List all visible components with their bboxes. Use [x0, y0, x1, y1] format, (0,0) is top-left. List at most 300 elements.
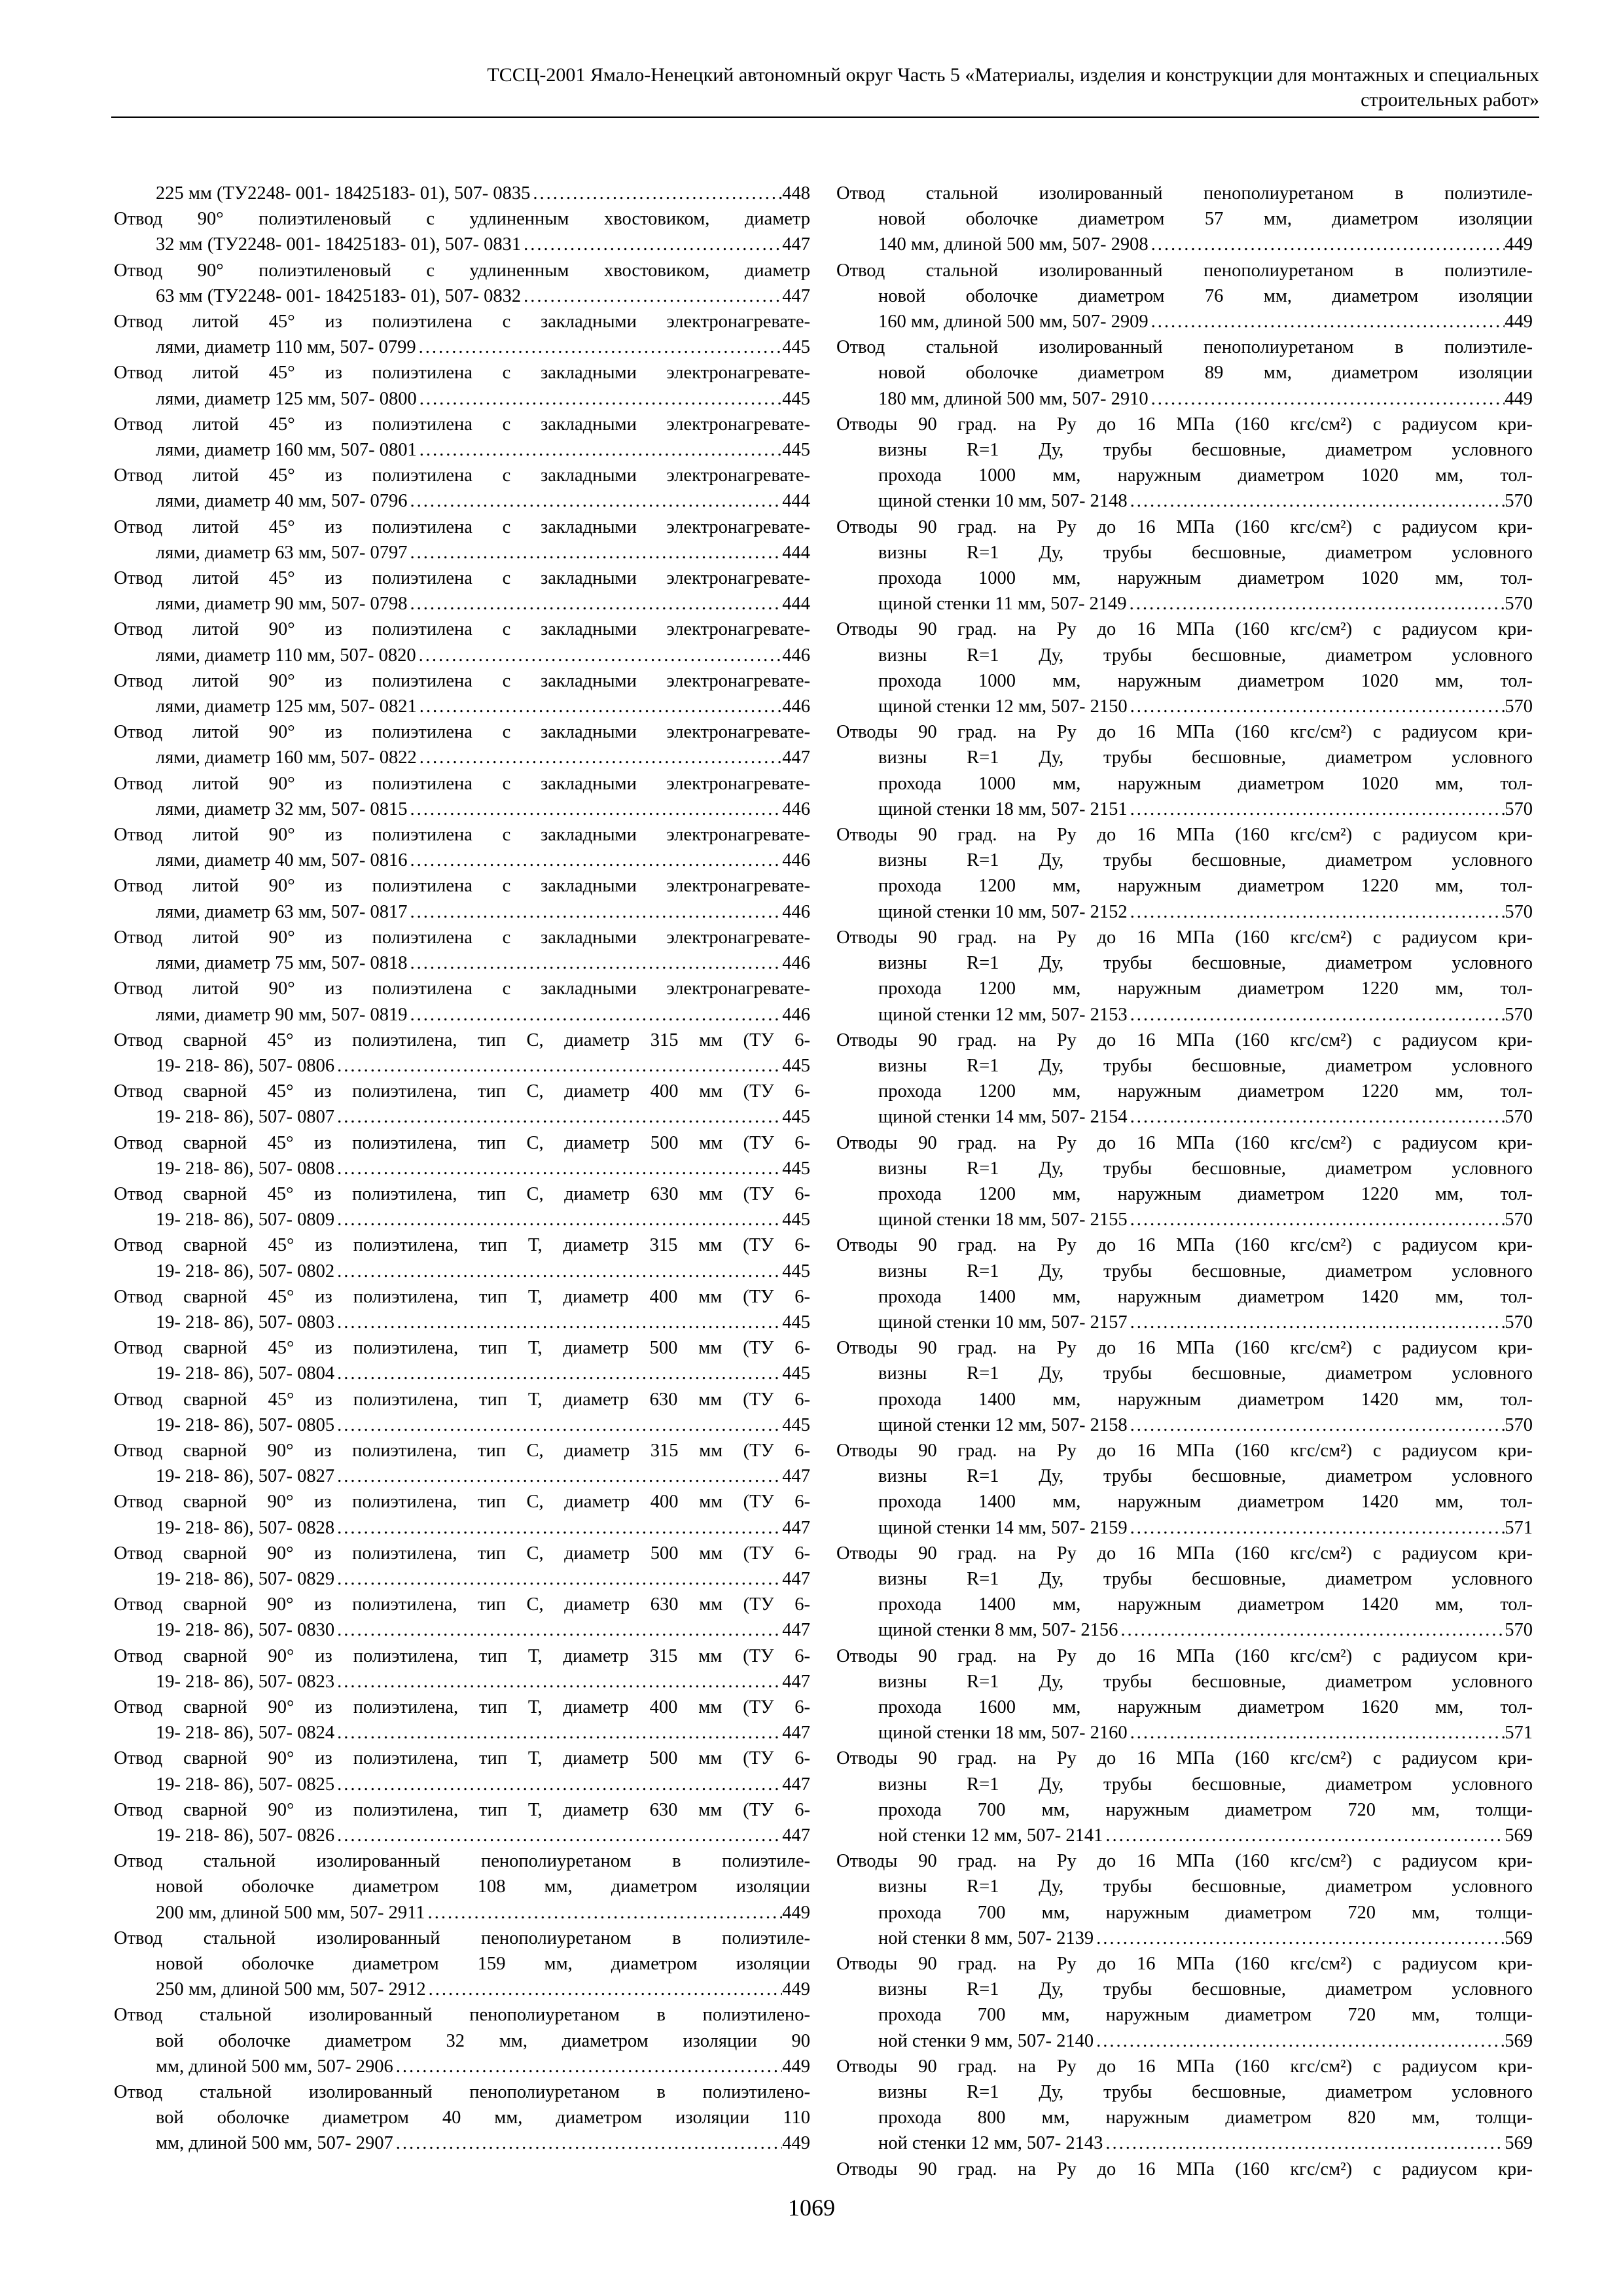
dot-leader [425, 1900, 783, 1926]
dot-leader [334, 1463, 782, 1489]
page-reference: 449 [782, 2056, 810, 2077]
index-entry-text: лями, диаметр 40 мм, 507- 0816 [156, 850, 408, 871]
index-entry-line: Отвод литой 90° из полиэтилена с закладными электронагревате- [114, 722, 810, 743]
index-entry-line: визны R=1 Ду, трубы бесшовные, диаметром условного [878, 1466, 1533, 1487]
index-entry [836, 1848, 1533, 1951]
index-entry-text: щиной стенки 11 мм, 507- 2149 [878, 594, 1127, 615]
index-entry-line [836, 1002, 1533, 1028]
index-entry-text: 19- 218- 86), 507- 0828 [156, 1517, 335, 1538]
page-reference: 570 [1505, 594, 1533, 615]
index-entry [114, 873, 810, 924]
index-entry-line: Отвод сварной 90° из полиэтилена, тип Т, диаметр 630 мм (ТУ 6- [114, 1799, 810, 1820]
page-reference: 449 [1505, 388, 1533, 409]
index-entry-line [114, 2054, 810, 2079]
page-number: 1069 [788, 2195, 835, 2221]
dot-leader [407, 488, 782, 514]
page-reference: 445 [782, 1055, 810, 1076]
index-entry [114, 1695, 810, 1746]
index-entry-line: Отводы 90 град. на Ру до 16 МПа (160 кгс/см²) с радиусом кри- [836, 1132, 1533, 1153]
index-entry-line: Отвод сварной 45° из полиэтилена, тип С, диаметр 630 мм (ТУ 6- [114, 1183, 810, 1204]
page-reference: 445 [782, 1414, 810, 1435]
index-entry [114, 514, 810, 565]
index-entry-line: Отвод стальной изолированный пенополиуретаном в полиэтилено- [114, 2005, 810, 2026]
index-entry-line [114, 899, 810, 925]
page-reference: 445 [782, 1210, 810, 1230]
index-entry [114, 1335, 810, 1386]
index-entry-text: 19- 218- 86), 507- 0806 [156, 1055, 335, 1076]
index-entry-line: визны R=1 Ду, трубы бесшовные, диаметром условного [878, 1055, 1533, 1076]
index-entry-text: 32 мм (ТУ2248- 001- 18425183- 01), 507- 0831 [156, 234, 522, 255]
page-reference: 447 [782, 1620, 810, 1641]
index-entry [836, 617, 1533, 719]
dot-leader [1128, 488, 1505, 514]
running-header [111, 63, 1539, 118]
index-entry-line [114, 591, 810, 617]
index-entry-line: прохода 700 мм, наружным диаметром 720 мм, толщи- [878, 1799, 1533, 1820]
index-entry [114, 1489, 810, 1540]
page-reference: 449 [782, 1902, 810, 1923]
dot-leader [1149, 232, 1505, 257]
index-entry-line: визны R=1 Ду, трубы бесшовные, диаметром условного [878, 1979, 1533, 2000]
dot-leader [407, 797, 782, 822]
dot-leader [1149, 386, 1505, 412]
index-entry-line: Отводы 90 град. на Ру до 16 МПа (160 кгс/см²) с радиусом кри- [836, 619, 1533, 640]
index-entry-line [836, 386, 1533, 412]
index-entry-text: лями, диаметр 125 мм, 507- 0800 [156, 388, 417, 409]
index-entry-line: Отводы 90 град. на Ру до 16 МПа (160 кгс/см²) с радиусом кри- [836, 1030, 1533, 1050]
dot-leader [334, 1669, 782, 1695]
index-entry-line: Отвод сварной 45° из полиэтилена, тип Т, диаметр 500 мм (ТУ 6- [114, 1338, 810, 1359]
dot-leader [407, 1002, 782, 1028]
index-entry-line: Отводы 90 град. на Ру до 16 МПа (160 кгс/см²) с радиусом кри- [836, 516, 1533, 537]
index-entry-line: Отводы 90 град. на Ру до 16 МПа (160 кгс/см²) с радиусом кри- [836, 1748, 1533, 1769]
index-entry [114, 1643, 810, 1695]
index-entry-line: визны R=1 Ду, трубы бесшовные, диаметром условного [878, 1568, 1533, 1589]
index-entry [836, 1643, 1533, 1746]
index-entry-text: 19- 218- 86), 507- 0827 [156, 1466, 335, 1487]
page-reference: 449 [782, 1979, 810, 2000]
dot-leader [334, 1515, 782, 1541]
dot-leader [426, 1977, 783, 2002]
index-entry [114, 1079, 810, 1130]
index-entry [114, 668, 810, 719]
index-entry-line [114, 540, 810, 565]
index-entry [114, 1592, 810, 1643]
index-entry-text: щиной стенки 12 мм, 507- 2153 [878, 1004, 1128, 1025]
dot-leader [1128, 1515, 1505, 1541]
index-entry [836, 1541, 1533, 1643]
dot-leader [334, 1720, 782, 1746]
page-reference: 447 [782, 1517, 810, 1538]
index-entry-line: Отводы 90 град. на Ру до 16 МПа (160 кгс/см²) с радиусом кри- [836, 722, 1533, 743]
page-reference: 447 [782, 1568, 810, 1589]
index-entry [114, 181, 810, 206]
index-entry-text: щиной стенки 10 мм, 507- 2148 [878, 491, 1128, 512]
index-entry-line: визны R=1 Ду, трубы бесшовные, диаметром условного [878, 1671, 1533, 1692]
index-entry-line: прохода 1400 мм, наружным диаметром 1420 мм, тол- [878, 1594, 1533, 1615]
index-entry-line [114, 181, 810, 206]
index-entry-line [836, 309, 1533, 334]
page-reference: 569 [1505, 1825, 1533, 1846]
index-entry-text: 19- 218- 86), 507- 0829 [156, 1568, 335, 1589]
dot-leader [1128, 1104, 1505, 1130]
page-reference: 570 [1505, 901, 1533, 922]
index-entry-line [114, 334, 810, 360]
index-entry-line: Отвод 90° полиэтиленовый с удлиненным хвостовиком, диаметр [114, 209, 810, 230]
index-entry-text: щиной стенки 18 мм, 507- 2160 [878, 1723, 1128, 1744]
index-entry-text: 19- 218- 86), 507- 0830 [156, 1620, 335, 1641]
index-entry-text: 140 мм, длиной 500 мм, 507- 2908 [878, 234, 1149, 255]
page-reference: 447 [782, 285, 810, 306]
index-entry-line [114, 848, 810, 873]
index-entry-text: 19- 218- 86), 507- 0802 [156, 1261, 335, 1282]
index-entry-line: новой оболочке диаметром 76 мм, диаметром изоляции [878, 285, 1533, 306]
index-entry-line: Отводы 90 град. на Ру до 16 МПа (160 кгс/см²) с радиусом кри- [836, 1235, 1533, 1256]
index-entry-line: Отводы 90 град. на Ру до 16 МПа (160 кгс/см²) с радиусом кри- [836, 2159, 1533, 2179]
index-entry-line: прохода 1200 мм, наружным диаметром 1220 мм, тол- [878, 1183, 1533, 1204]
index-entry [836, 514, 1533, 617]
index-entry-line [114, 488, 810, 514]
index-entry-text: 19- 218- 86), 507- 0823 [156, 1671, 335, 1692]
index-entry-line [836, 232, 1533, 257]
index-entry-line: визны R=1 Ду, трубы бесшовные, диаметром условного [878, 2082, 1533, 2103]
dot-leader [1127, 591, 1505, 617]
index-entry-line [114, 643, 810, 668]
index-entry-line [114, 1617, 810, 1643]
index-entry-line [114, 283, 810, 309]
index-entry [836, 412, 1533, 514]
index-entry-line: Отвод литой 45° из полиэтилена с закладными электронагревате- [114, 465, 810, 486]
index-entry [836, 2054, 1533, 2157]
index-entry-line: Отвод литой 90° из полиэтилена с закладными электронагревате- [114, 825, 810, 846]
index-entry-text: мм, длиной 500 мм, 507- 2907 [156, 2133, 393, 2154]
index-entry-line: Отводы 90 град. на Ру до 16 МПа (160 кгс/см²) с радиусом кри- [836, 1851, 1533, 1872]
index-entry-text: щиной стенки 14 мм, 507- 2154 [878, 1107, 1128, 1128]
index-entry-line: Отвод сварной 90° из полиэтилена, тип Т, диаметр 315 мм (ТУ 6- [114, 1645, 810, 1666]
index-entry [836, 1746, 1533, 1848]
index-entry-text: 19- 218- 86), 507- 0805 [156, 1414, 335, 1435]
index-entry-line: прохода 1200 мм, наружным диаметром 1220 мм, тол- [878, 978, 1533, 999]
dot-leader [1128, 1310, 1505, 1335]
index-entry-line: визны R=1 Ду, трубы бесшовные, диаметром условного [878, 1363, 1533, 1384]
index-entry [114, 565, 810, 617]
index-entry-line: Отвод сварной 90° из полиэтилена, тип С, диаметр 315 мм (ТУ 6- [114, 1440, 810, 1461]
dot-leader [1094, 2028, 1505, 2054]
dot-leader [334, 1823, 782, 1848]
index-entry-text: лями, диаметр 160 мм, 507- 0822 [156, 747, 417, 768]
index-entry-line [114, 1310, 810, 1335]
page-reference: 445 [782, 1261, 810, 1282]
index-entry [836, 1335, 1533, 1438]
page-reference: 571 [1505, 1517, 1533, 1538]
page-reference: 445 [782, 440, 810, 461]
dot-leader [530, 181, 782, 206]
index-entry-line [114, 1823, 810, 1848]
index-entry-text: лями, диаметр 63 мм, 507- 0817 [156, 901, 408, 922]
page-reference: 444 [782, 542, 810, 563]
page-reference: 446 [782, 645, 810, 666]
index-entry-line [114, 1900, 810, 1926]
index-entry [114, 771, 810, 822]
index-entry [836, 719, 1533, 822]
index-entry-line: прохода 1200 мм, наружным диаметром 1220 мм, тол- [878, 1081, 1533, 1102]
index-entry-line: прохода 1600 мм, наружным диаметром 1620 мм, тол- [878, 1696, 1533, 1717]
dot-leader [417, 745, 783, 770]
index-entry [114, 1438, 810, 1489]
index-entry-line: Отвод стальной изолированный пенополиуретаном в полиэтиле- [836, 337, 1533, 358]
index-entry [836, 2157, 1533, 2182]
page-reference: 449 [1505, 312, 1533, 332]
index-entry-line: Отвод сварной 90° из полиэтилена, тип Т, диаметр 500 мм (ТУ 6- [114, 1748, 810, 1769]
page-reference: 447 [782, 1671, 810, 1692]
index-entry [836, 181, 1533, 258]
index-entry-line: новой оболочке диаметром 89 мм, диаметром изоляции [878, 363, 1533, 384]
index-entry-line: Отводы 90 град. на Ру до 16 МПа (160 кгс/см²) с радиусом кри- [836, 414, 1533, 435]
page-reference: 447 [782, 234, 810, 255]
index-entry-line [836, 1720, 1533, 1746]
index-entry-line [836, 1926, 1533, 1951]
index-entry-line [836, 1515, 1533, 1541]
index-entry-line: Отвод литой 45° из полиэтилена с закладными электронагревате- [114, 312, 810, 332]
index-entry-line: прохода 1400 мм, наружным диаметром 1420 мм, тол- [878, 1492, 1533, 1513]
page-reference: 446 [782, 901, 810, 922]
index-entry-line [836, 899, 1533, 925]
index-entry-line: Отвод литой 45° из полиэтилена с закладными электронагревате- [114, 363, 810, 384]
index-entry-line [114, 386, 810, 412]
index-entry-line [114, 1720, 810, 1746]
index-entry-text: 19- 218- 86), 507- 0809 [156, 1210, 335, 1230]
dot-leader [334, 1412, 782, 1438]
index-entry-line: Отвод литой 90° из полиэтилена с закладными электронагревате- [114, 619, 810, 640]
index-entry [836, 925, 1533, 1028]
index-entry-text: щиной стенки 8 мм, 507- 2156 [878, 1620, 1118, 1641]
index-entry-text: лями, диаметр 110 мм, 507- 0820 [156, 645, 416, 666]
dot-leader [334, 1617, 782, 1643]
index-entry-line: новой оболочке диаметром 159 мм, диаметром изоляции [156, 1954, 810, 1975]
index-entry [114, 822, 810, 873]
index-entry [836, 1438, 1533, 1541]
index-entry-text: щиной стенки 10 мм, 507- 2157 [878, 1312, 1128, 1333]
page-reference: 570 [1505, 1414, 1533, 1435]
dot-leader [1149, 309, 1505, 334]
index-entry-line: прохода 700 мм, наружным диаметром 720 мм, толщи- [878, 2005, 1533, 2026]
index-entry-line [836, 488, 1533, 514]
page-reference: 449 [782, 2133, 810, 2154]
index-entry [114, 1797, 810, 1848]
index-entry-line [114, 1772, 810, 1797]
page-reference: 448 [782, 183, 810, 204]
dot-leader [1128, 797, 1505, 822]
index-entry-line: визны R=1 Ду, трубы бесшовные, диаметром условного [878, 542, 1533, 563]
page-reference: 449 [1505, 234, 1533, 255]
index-entry-text: лями, диаметр 160 мм, 507- 0801 [156, 440, 417, 461]
page-reference: 445 [782, 337, 810, 358]
index-entry-line [114, 1053, 810, 1079]
index-entry-text: лями, диаметр 110 мм, 507- 0799 [156, 337, 416, 358]
index-entry [114, 976, 810, 1027]
index-entry-line: Отвод литой 45° из полиэтилена с закладными электронагревате- [114, 516, 810, 537]
index-entry-line [114, 1977, 810, 2002]
index-entry-text: 19- 218- 86), 507- 0807 [156, 1107, 335, 1128]
index-entry-line: Отводы 90 град. на Ру до 16 МПа (160 кгс/см²) с радиусом кри- [836, 1338, 1533, 1359]
index-entry-text: 160 мм, длиной 500 мм, 507- 2909 [878, 312, 1149, 332]
page-reference: 570 [1505, 696, 1533, 717]
index-entry-line: Отводы 90 град. на Ру до 16 МПа (160 кгс/см²) с радиусом кри- [836, 1440, 1533, 1461]
index-entry-line [114, 745, 810, 770]
dot-leader [334, 1104, 782, 1130]
index-entry-text: ной стенки 12 мм, 507- 2141 [878, 1825, 1103, 1846]
dot-leader [334, 1310, 782, 1335]
index-entry-text: 19- 218- 86), 507- 0824 [156, 1723, 335, 1744]
index-entry [114, 1746, 810, 1797]
index-entry [114, 1848, 810, 1926]
page-reference: 445 [782, 1158, 810, 1179]
dot-leader [334, 1772, 782, 1797]
dot-leader [417, 386, 783, 412]
index-entry-text: щиной стенки 10 мм, 507- 2152 [878, 901, 1128, 922]
index-entry-line [836, 694, 1533, 719]
index-entry-line: Отвод литой 45° из полиэтилена с закладными электронагревате- [114, 568, 810, 589]
index-entry-line: Отвод сварной 45° из полиэтилена, тип С, диаметр 315 мм (ТУ 6- [114, 1030, 810, 1050]
index-entry [114, 258, 810, 309]
dot-leader [407, 899, 782, 925]
dot-leader [1128, 694, 1505, 719]
index-entry-line [114, 1412, 810, 1438]
index-entry-line: новой оболочке диаметром 57 мм, диаметром изоляции [878, 209, 1533, 230]
index-entry-line: Отвод сварной 90° из полиэтилена, тип Т, диаметр 400 мм (ТУ 6- [114, 1696, 810, 1717]
dot-leader [407, 591, 782, 617]
index-entry [114, 2079, 810, 2157]
page-reference: 569 [1505, 2133, 1533, 2154]
index-entry-line: Отвод стальной изолированный пенополиуретаном в полиэтиле- [836, 183, 1533, 204]
index-entry-line: Отвод сварной 90° из полиэтилена, тип С, диаметр 630 мм (ТУ 6- [114, 1594, 810, 1615]
index-entry [114, 412, 810, 463]
page-reference: 570 [1505, 1312, 1533, 1333]
index-entry [114, 2002, 810, 2079]
index-entry-text: лями, диаметр 75 мм, 507- 0818 [156, 953, 408, 974]
index-entry-text: 19- 218- 86), 507- 0826 [156, 1825, 335, 1846]
index-entry-line [114, 2130, 810, 2156]
index-entry-text: 19- 218- 86), 507- 0803 [156, 1312, 335, 1333]
index-entry-line: Отвод сварной 45° из полиэтилена, тип Т, диаметр 400 мм (ТУ 6- [114, 1286, 810, 1307]
index-entry-line [114, 437, 810, 463]
index-entry-line: прохода 1200 мм, наружным диаметром 1220 мм, тол- [878, 876, 1533, 897]
index-entry [836, 822, 1533, 925]
index-entry-line: визны R=1 Ду, трубы бесшовные, диаметром условного [878, 747, 1533, 768]
index-entry-text: 19- 218- 86), 507- 0804 [156, 1363, 335, 1384]
index-entry-line: прохода 1400 мм, наружным диаметром 1420 мм, тол- [878, 1389, 1533, 1410]
index-entry-line: визны R=1 Ду, трубы бесшовные, диаметром условного [878, 1261, 1533, 1282]
index-entry-line [114, 694, 810, 719]
dot-leader [1128, 899, 1505, 925]
dot-leader [1103, 2130, 1505, 2156]
index-entry-line: Отвод сварной 45° из полиэтилена, тип Т, диаметр 630 мм (ТУ 6- [114, 1389, 810, 1410]
running-header-line-2: строительных работ» [1361, 89, 1539, 111]
index-entry-line: прохода 700 мм, наружным диаметром 720 мм, толщи- [878, 1902, 1533, 1923]
page-reference: 445 [782, 1363, 810, 1384]
index-entry-line: прохода 1000 мм, наружным диаметром 1020 мм, тол- [878, 568, 1533, 589]
index-entry-text: 19- 218- 86), 507- 0825 [156, 1774, 335, 1795]
index-entry-line [114, 1361, 810, 1386]
index-entry [114, 1028, 810, 1079]
index-entry [114, 1130, 810, 1181]
index-entry [114, 1232, 810, 1283]
page-reference: 570 [1505, 1210, 1533, 1230]
dot-leader [1118, 1617, 1505, 1643]
index-entry-line: визны R=1 Ду, трубы бесшовные, диаметром условного [878, 1876, 1533, 1897]
index-entry-line: прохода 1000 мм, наружным диаметром 1020 мм, тол- [878, 670, 1533, 691]
index-entry-line: Отводы 90 град. на Ру до 16 МПа (160 кгс/см²) с радиусом кри- [836, 1954, 1533, 1975]
index-entry-line [114, 1515, 810, 1541]
index-entry-line: Отвод 90° полиэтиленовый с удлиненным хвостовиком, диаметр [114, 260, 810, 281]
dot-leader [1128, 1412, 1505, 1438]
index-entry-line: вой оболочке диаметром 32 мм, диаметром изоляции 90 [156, 2030, 810, 2051]
index-entry-line: Отвод сварной 90° из полиэтилена, тип С, диаметр 400 мм (ТУ 6- [114, 1492, 810, 1513]
index-entry-line: Отводы 90 град. на Ру до 16 МПа (160 кгс/см²) с радиусом кри- [836, 1645, 1533, 1666]
index-entry-text: лями, диаметр 125 мм, 507- 0821 [156, 696, 417, 717]
index-entry-line: Отводы 90 град. на Ру до 16 МПа (160 кгс/см²) с радиусом кри- [836, 1543, 1533, 1564]
index-entry-line: Отвод литой 90° из полиэтилена с закладными электронагревате- [114, 978, 810, 999]
index-entry [836, 1130, 1533, 1233]
index-entry-line: Отвод литой 90° из полиэтилена с закладными электронагревате- [114, 927, 810, 948]
page-reference: 447 [782, 1466, 810, 1487]
index-entry [836, 1028, 1533, 1130]
index-entry [114, 1284, 810, 1335]
index-entry-line: Отвод сварной 45° из полиэтилена, тип С, диаметр 500 мм (ТУ 6- [114, 1132, 810, 1153]
index-entry-text: щиной стенки 12 мм, 507- 2158 [878, 1414, 1128, 1435]
dot-leader [1103, 1823, 1505, 1848]
index-entry [836, 1232, 1533, 1335]
dot-leader [334, 1361, 782, 1386]
index-entry [114, 1181, 810, 1232]
page-reference: 445 [782, 1107, 810, 1128]
dot-leader [416, 334, 783, 360]
index-entry-text: ной стенки 8 мм, 507- 2139 [878, 1928, 1094, 1948]
page-reference: 445 [782, 1312, 810, 1333]
index-entry-text: щиной стенки 18 мм, 507- 2155 [878, 1210, 1128, 1230]
index-entry [836, 258, 1533, 335]
index-entry-text: 63 мм (ТУ2248- 001- 18425183- 01), 507- 0832 [156, 285, 522, 306]
page-reference: 446 [782, 850, 810, 871]
index-entry-line: визны R=1 Ду, трубы бесшовные, диаметром условного [878, 953, 1533, 974]
index-entry-line: Отводы 90 град. на Ру до 16 МПа (160 кгс/см²) с радиусом кри- [836, 927, 1533, 948]
index-entry [114, 719, 810, 770]
index-entry-line: новой оболочке диаметром 108 мм, диаметром изоляции [156, 1876, 810, 1897]
page-reference: 444 [782, 491, 810, 512]
index-entry-line [836, 1617, 1533, 1643]
index-entry-text: 180 мм, длиной 500 мм, 507- 2910 [878, 388, 1149, 409]
index-entry-text: лями, диаметр 90 мм, 507- 0798 [156, 594, 408, 615]
index-entry-text: щиной стенки 14 мм, 507- 2159 [878, 1517, 1128, 1538]
index-entry [114, 925, 810, 976]
index-entry-line [836, 1104, 1533, 1130]
index-entry-line: Отвод сварной 45° из полиэтилена, тип Т, диаметр 315 мм (ТУ 6- [114, 1235, 810, 1256]
index-entry-line [836, 1412, 1533, 1438]
index-column-left [114, 181, 810, 2157]
index-entry [114, 463, 810, 514]
page-reference: 447 [782, 1825, 810, 1846]
index-entry-line: Отвод сварной 90° из полиэтилена, тип С, диаметр 500 мм (ТУ 6- [114, 1543, 810, 1564]
index-entry [114, 1387, 810, 1438]
index-entry-line [114, 950, 810, 976]
index-column-right [836, 181, 1533, 2182]
index-entry-text: 250 мм, длиной 500 мм, 507- 2912 [156, 1979, 426, 2000]
index-entry-text: лями, диаметр 90 мм, 507- 0819 [156, 1004, 408, 1025]
dot-leader [416, 643, 783, 668]
index-entry-line: Отвод стальной изолированный пенополиуретаном в полиэтиле- [114, 1928, 810, 1948]
index-entry-line [114, 1104, 810, 1130]
index-entry-text: щиной стенки 18 мм, 507- 2151 [878, 798, 1128, 819]
